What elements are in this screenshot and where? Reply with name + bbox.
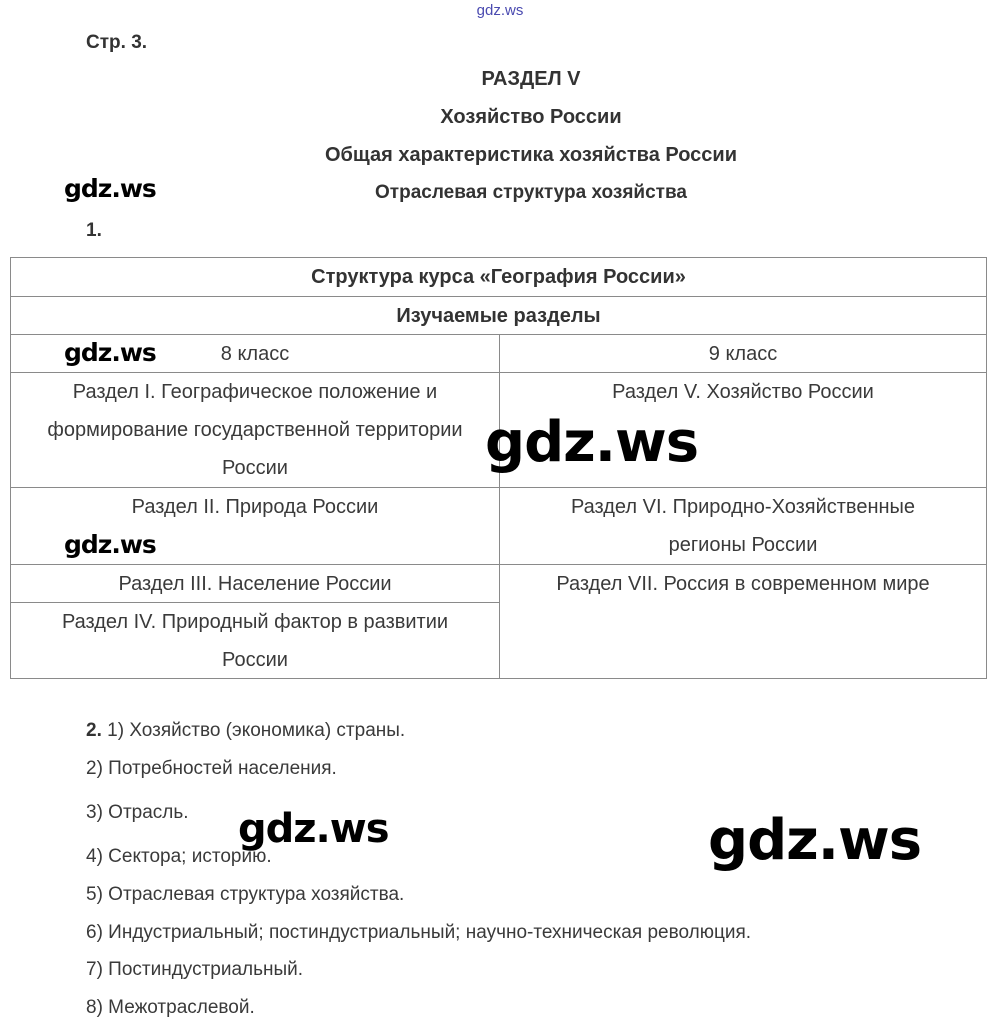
subtopic-heading: Общая характеристика хозяйства России: [324, 144, 738, 166]
section-heading: РАЗДЕЛ V: [481, 68, 581, 90]
table-subtitle: Изучаемые разделы: [11, 297, 986, 335]
lesson-heading: Отраслевая структура хозяйства: [375, 182, 687, 203]
table-cell-right: Раздел V. Хозяйство России: [500, 373, 986, 488]
table-title: Структура курса «География России»: [11, 258, 986, 297]
watermark: gdz.ws: [64, 338, 156, 367]
table-cell-left: Раздел I. Географическое положение и формирование государственной территории России: [21, 373, 489, 488]
topic-heading: Хозяйство России: [440, 106, 622, 128]
table-cell-left: Раздел IV. Природный фактор в развитии России: [61, 611, 449, 671]
column-header-9: 9 класс: [500, 335, 986, 373]
task2-number: 2.: [86, 720, 102, 741]
table-cell-left: Раздел II. Природа России: [11, 488, 499, 565]
watermark: gdz.ws: [708, 808, 922, 873]
answer-line: 2) Потребностей населения.: [86, 758, 337, 779]
watermark: gdz.ws: [64, 530, 156, 559]
answer-line: 8) Межотраслевой.: [86, 997, 255, 1018]
table-cell-right: Раздел VI. Природно-Хозяйственные регионы России: [540, 488, 946, 565]
answer-line: 4) Сектора; историю.: [86, 846, 272, 867]
watermark: gdz.ws: [485, 410, 699, 475]
table-cell-right: Раздел VII. Россия в современном мире: [556, 573, 930, 595]
answer-line: 5) Отраслевая структура хозяйства.: [86, 884, 405, 905]
answer-line: 6) Индустриальный; постиндустриальный; научно-техническая революция.: [86, 922, 752, 943]
column-header-8: 8 класс: [11, 335, 499, 373]
watermark: gdz.ws: [64, 174, 156, 203]
page-label: Стр. 3.: [86, 32, 148, 53]
top-watermark: gdz.ws: [476, 2, 524, 19]
answer-line: 3) Отрасль.: [86, 802, 189, 823]
answer-line: 2. 1) Хозяйство (экономика) страны.: [86, 720, 406, 741]
watermark: gdz.ws: [238, 806, 389, 852]
answer-line: 7) Постиндустриальный.: [86, 959, 304, 980]
table-cell-left: Раздел III. Население России: [11, 565, 499, 603]
task1-number: 1.: [86, 220, 102, 241]
